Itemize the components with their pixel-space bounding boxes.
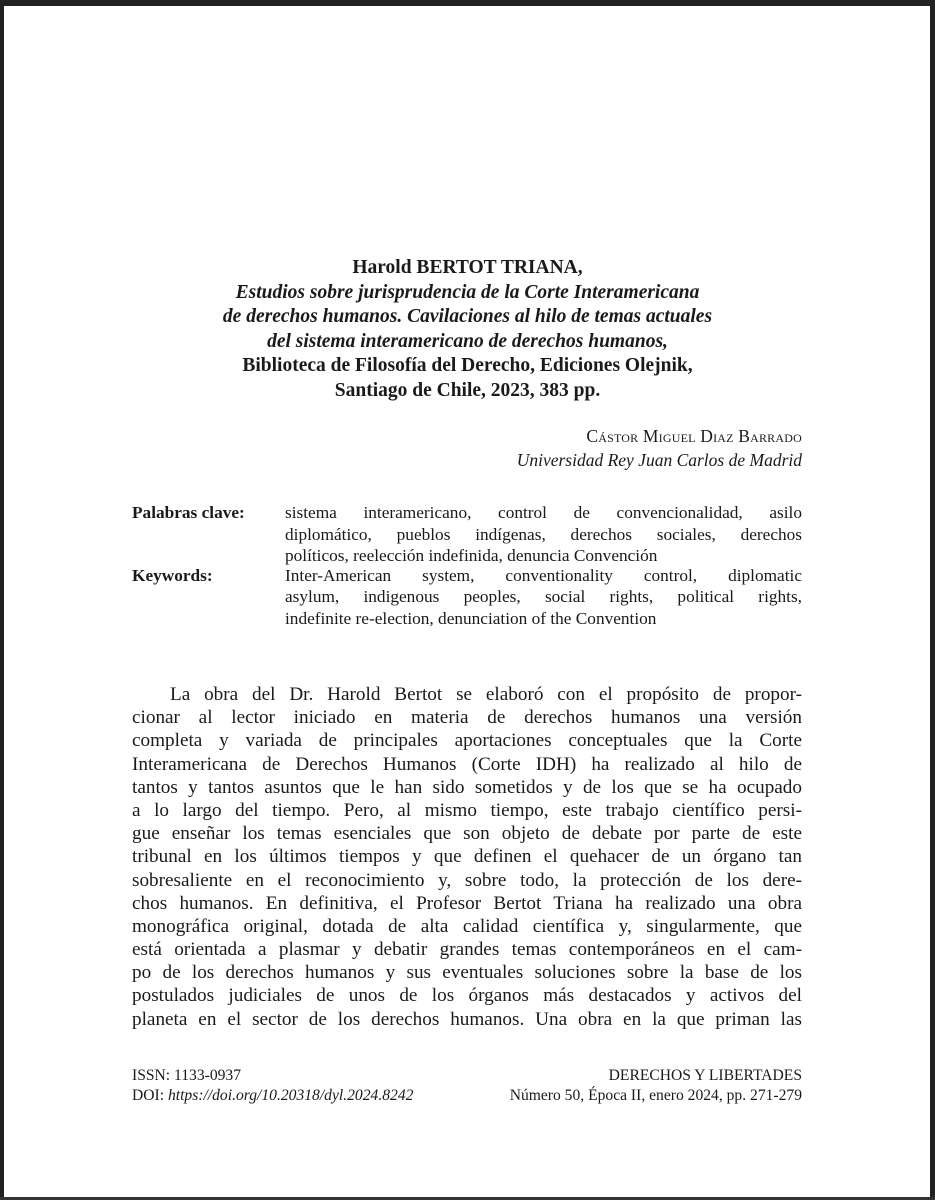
keywords-es-line: diplomático, pueblos indígenas, derechos sociales, derechos [285,524,802,544]
body-line: sobresaliente en el reconocimiento y, sobre todo, la protección de los dere- [132,869,802,891]
book-publisher: Biblioteca de Filosofía del Derecho, Ediciones Olejnik, [242,355,693,376]
footer-identifiers [132,1066,413,1106]
body-line: a lo largo del tiempo. Pero, al mismo tiempo, este trabajo científico persi- [132,799,802,821]
journal-issue: Número 50, Época II, enero 2024, pp. 271-279 [509,1087,802,1104]
footer-journal [510,1066,802,1106]
reviewer-block [517,424,802,472]
body-line: La obra del Dr. Harold Bertot se elaboró con el propósito de propor- [170,684,802,705]
body-line: chos humanos. En definitiva, el Profesor Bertot Triana ha realizado una obra [132,892,802,914]
body-line: monográfica original, dotada de alta calidad científica y, singularmente, que [132,915,802,937]
keywords-en-line: Inter-American system, conventionality control, diplomatic [285,565,802,585]
reviewer-name: Cástor Miguel Diaz Barrado [586,426,802,446]
keywords-es-line: sistema interamericano, control de convencionalidad, asilo [285,503,802,522]
body-line: po de los derechos humanos y sus eventuales soluciones sobre la base de los [132,962,802,984]
body-line: Interamericana de Derechos Humanos (Corte IDH) ha realizado al hilo de [132,753,802,775]
book-reference-heading [110,256,825,403]
body-line: planeta en el sector de los derechos humanos. Una obra en la que priman las [132,1008,802,1030]
book-author: Harold BERTOT TRIANA, [352,257,583,278]
book-place-year-pages: Santiago de Chile, 2023, 383 pp. [334,379,601,401]
body-line: tantos y tantos asuntos que le han sido sometidos y de los que se ha ocupado [132,776,802,798]
body-line: está orientada a plasmar y debatir grandes temas contemporáneos en el cam- [132,939,802,961]
doi-link[interactable]: https://doi.org/10.20318/dyl.2024.8242 [167,1087,414,1104]
book-title-line: de derechos humanos. Cavilaciones al hilo de temas actuales [222,306,713,327]
keywords-es-label: Palabras clave: [132,503,245,522]
doi-line [132,1086,413,1106]
book-title-line: Estudios sobre jurisprudencia de la Corte Interamericana [235,281,700,303]
keywords-en-label: Keywords: [132,565,213,585]
keywords-en-line: asylum, indigenous peoples, social rights, political rights, [285,587,802,606]
scan-border-top [0,0,935,6]
body-line: gue enseñar los temas esenciales que son objeto de debate por parte de este [132,823,802,845]
body-line: completa y variada de principales aportaciones conceptuales que la Corte [132,730,802,752]
scan-border-right [930,0,935,1200]
body-line: postulados judiciales de unos de los órganos más destacados y activos del [132,985,802,1007]
body-paragraph [132,683,802,1031]
book-title-line: del sistema interamericano de derechos humanos, [267,330,668,352]
keywords-es-line: políticos, reelección indefinida, denuncia Convención [285,546,658,565]
scan-border-left [0,0,4,1200]
journal-name: DERECHOS Y LIBERTADES [608,1067,802,1084]
doi-label: DOI: [132,1087,168,1104]
keywords-en-line: indefinite re-election, denunciation of the Convention [285,608,657,628]
body-line: tribunal en los últimos tiempos y que definen el quehacer de un órgano tan [132,846,802,868]
issn: ISSN: 1133-0937 [132,1067,242,1084]
body-line: cionar al lector iniciado en materia de derechos humanos una versión [132,707,802,729]
reviewer-affiliation: Universidad Rey Juan Carlos de Madrid [516,450,802,470]
